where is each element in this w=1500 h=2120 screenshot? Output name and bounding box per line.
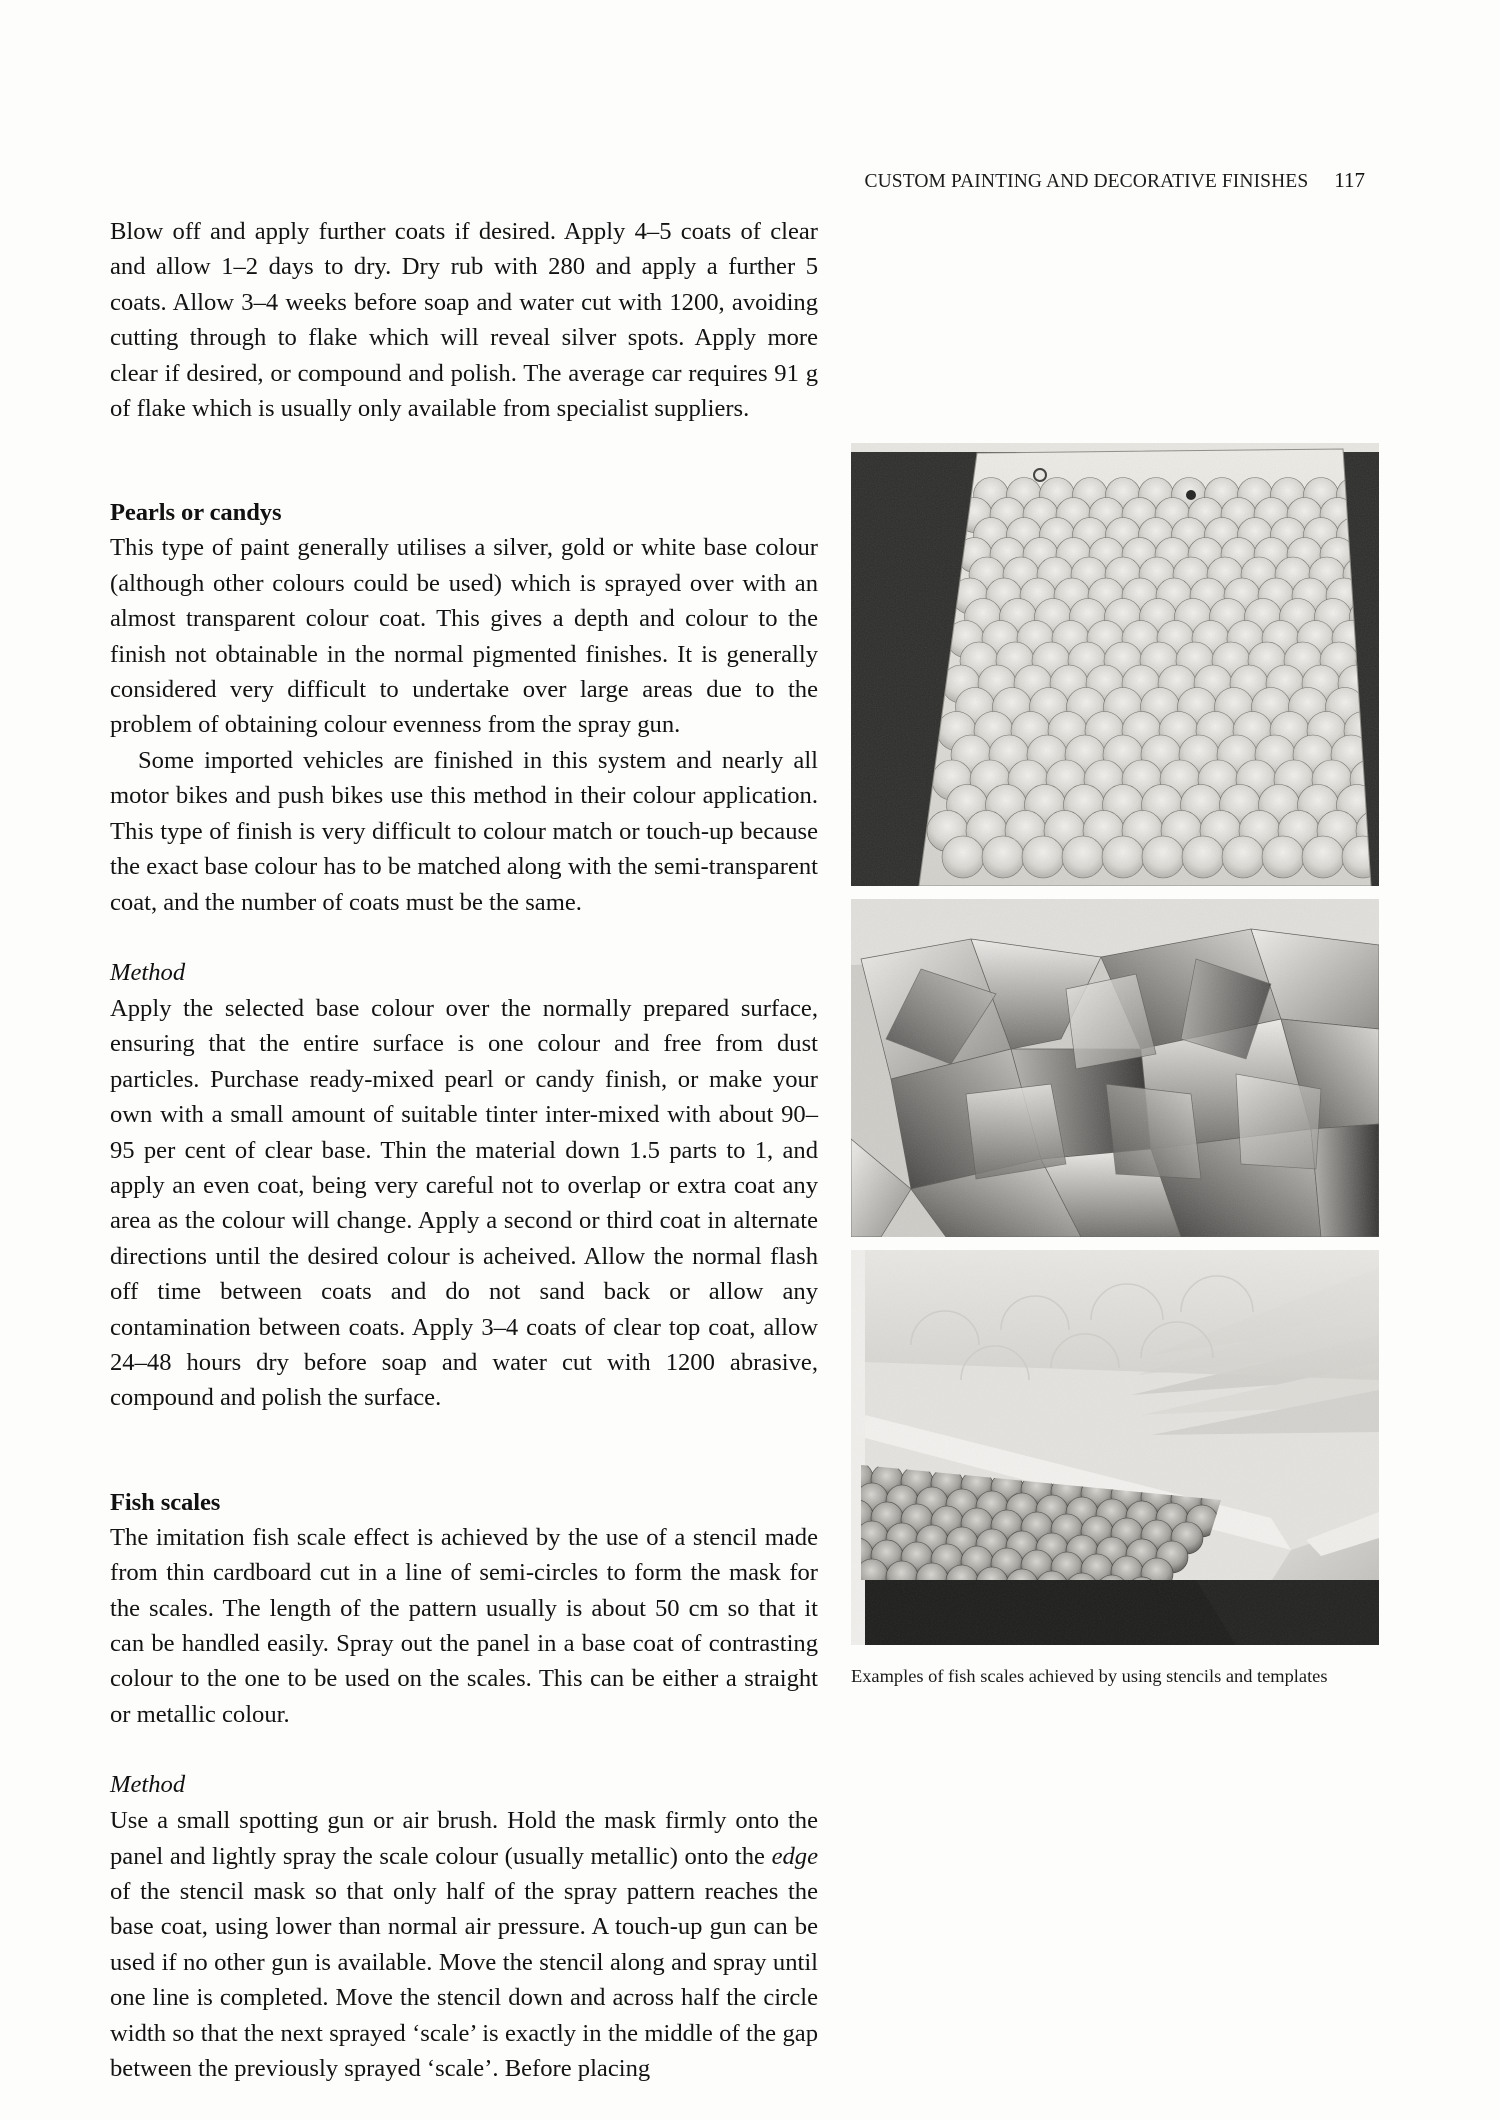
photo-angular-stencil-pattern xyxy=(851,899,1379,1237)
photo-fish-scales-and-templates-graphic xyxy=(851,1250,1379,1645)
heading-pearls-or-candys: Pearls or candys xyxy=(110,499,282,527)
body-text-column xyxy=(110,214,818,2086)
photo-angular-stencil-pattern-graphic xyxy=(851,899,1379,1237)
section-spacer xyxy=(110,920,818,956)
paragraph-flake-coats: Blow off and apply further coats if desired. Apply 4–5 coats of clear and allow 1–2 days to dry. Dry rub with 280 and apply a further 5 coats. Allow 3–4 weeks before soap and water cut with 1200, avoiding cutting through to flake which will reveal silver spots. Apply more clear if desired, or compound and polish. The average car requires 91 g of flake which is usually only available from specialist suppliers. xyxy=(110,218,818,423)
emphasis-edge: edge xyxy=(771,1842,818,1870)
paragraph-method-pearls: Apply the selected base colour over the normally prepared surface, ensuring that the entire surface is one colour and free from dust particles. Purchase ready-mixed pearl or candy finish, or make your own with a small amount of suitable tinter inter-mixed with about 90–95 per cent of clear base. Thin the material down 1.5 parts to 1, and apply an even coat, being very careful not to overlap or extra coat any area as the colour will change. Apply a second or third coat in alternate directions until the desired colour is acheived. Allow the normal flash off time between coats and do not sand back or allow any contamination between coats. Apply 3–4 coats of clear top coat, allow 24–48 hours dry before soap and water cut with 1200 abrasive, compound and polish the surface. xyxy=(110,994,818,1412)
figure-spacer xyxy=(851,1237,1379,1250)
paragraph-pearls-vehicles: Some imported vehicles are finished in this system and nearly all motor bikes and push bikes use this method in their colour application. This type of finish is very difficult to colour match or touch-up because the exact base colour has to be matched along with the semi-transparent coat, and the number of coats must be the same. xyxy=(110,746,818,916)
paragraph-method-fish-scales xyxy=(110,1803,818,2086)
figure-column xyxy=(851,443,1379,1689)
figure-spacer xyxy=(851,886,1379,899)
heading-method-pearls: Method xyxy=(110,958,186,986)
section-spacer xyxy=(110,1732,818,1768)
method-text-after-emphasis: of the stencil mask so that only half of the spray pattern reaches the base coat, using lower than normal air pressure. A touch-up gun can be used if no other gun is available. Move the stencil along and spray until one line is completed. Move the stencil down and across half the circle width so that the next sprayed ‘scale’ is exactly in the middle of the gap between the previously sprayed ‘scale’. Before placing xyxy=(110,1878,818,2083)
section-spacer xyxy=(110,426,818,496)
method-text-before-emphasis: Use a small spotting gun or air brush. Hold the mask firmly onto the panel and lightly spray the scale colour (usually metallic) onto the xyxy=(110,1807,818,1870)
paragraph-fish-scales: The imitation fish scale effect is achieved by the use of a stencil made from thin cardboard cut in a line of semi-circles to form the mask for the scales. The length of the pattern usually is about 50 cm so that it can be handled easily. Spray out the panel in a base coat of contrasting colour to the one to be used on the scales. This can be either a straight or metallic colour. xyxy=(110,1523,818,1728)
figure-caption: Examples of fish scales achieved by using stencils and templates xyxy=(851,1666,1328,1686)
photo-fish-scales-and-templates xyxy=(851,1250,1379,1645)
running-head xyxy=(780,168,1365,196)
heading-fish-scales: Fish scales xyxy=(110,1488,221,1516)
paragraph-pearls-intro: This type of paint generally utilises a silver, gold or white base colour (although other colours could be used) which is sprayed over with an almost transparent colour coat. This gives a depth and colour to the finish not obtainable in the normal pigmented finishes. It is generally considered very difficult to undertake over large areas due to the problem of obtaining colour evenness from the spray gun. xyxy=(110,534,818,739)
photo-fish-scale-panel-graphic xyxy=(851,443,1379,886)
running-head-title: CUSTOM PAINTING AND DECORATIVE FINISHES xyxy=(864,171,1309,192)
heading-method-fish-scales: Method xyxy=(110,1771,186,1799)
section-spacer xyxy=(110,1416,818,1486)
photo-fish-scale-panel xyxy=(851,443,1379,886)
page-number: 117 xyxy=(1334,168,1365,192)
